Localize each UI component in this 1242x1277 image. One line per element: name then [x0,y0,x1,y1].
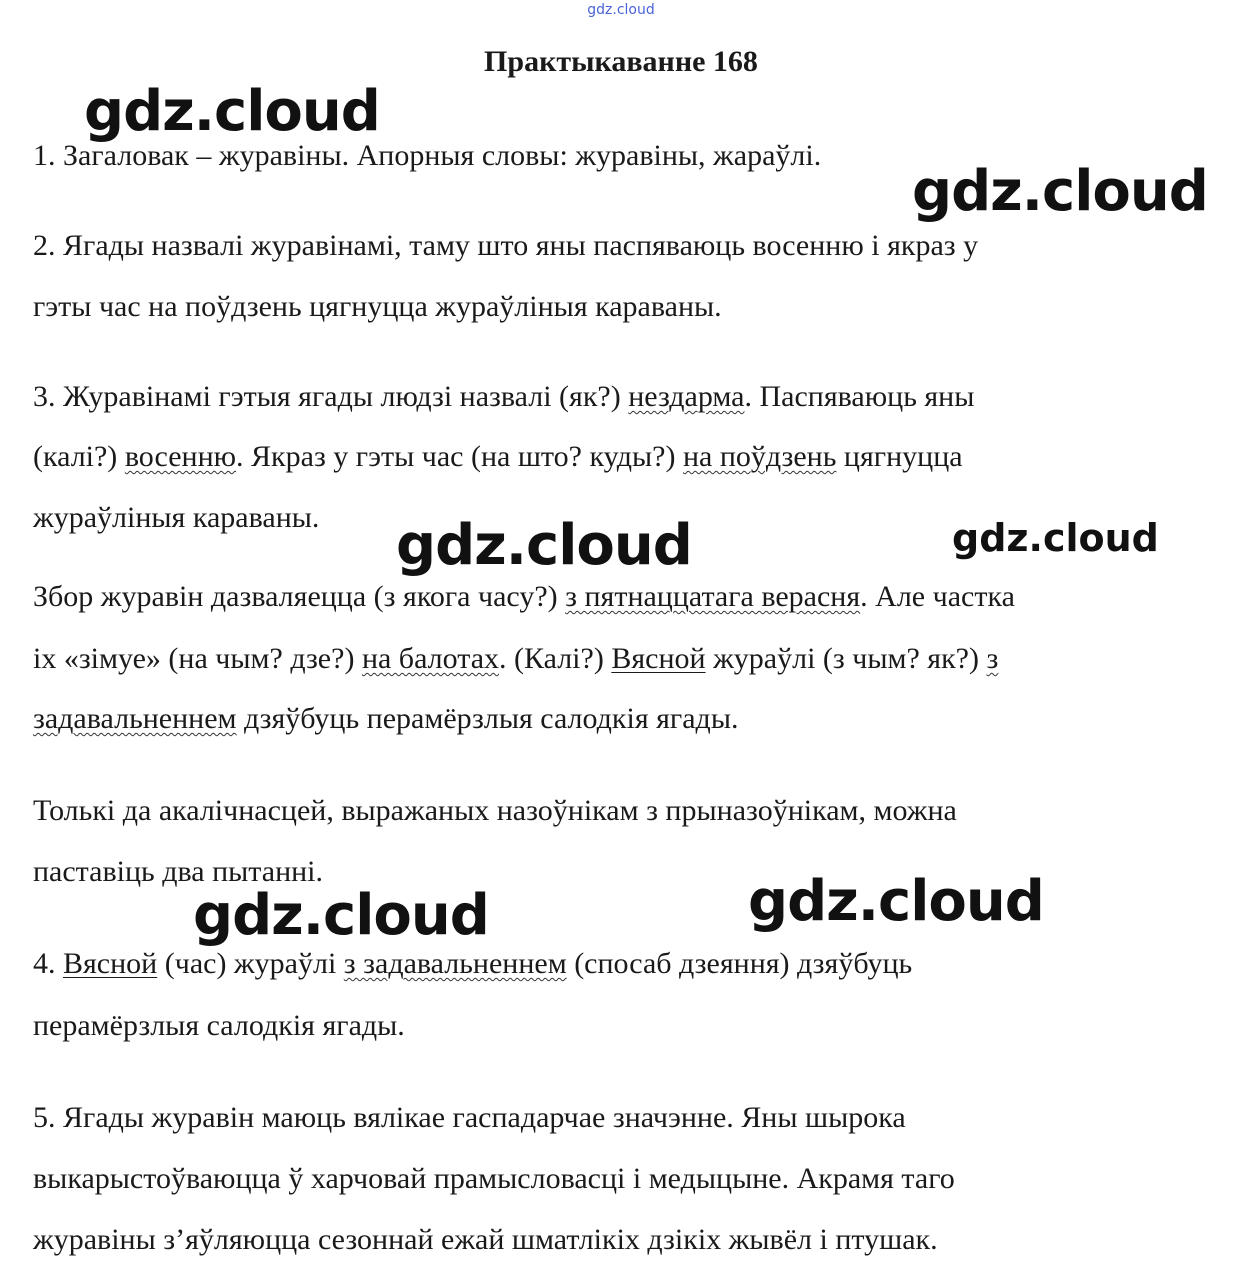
text-segment: цягнуцца [836,440,963,473]
answer-4-line-2: перамёрзлыя салодкія ягады. [33,1009,405,1042]
answer-5-line-2: выкарыстоўваюцца ў харчовай прамысловасці і медыцыне. Акрамя таго [33,1162,955,1195]
answer-3-line-6 [33,702,738,736]
watermark: gdz.cloud [952,516,1159,560]
text-segment: (калі?) [33,440,125,473]
text-segment: . Якраз у гэты час (на што? куды?) [236,440,683,473]
text-segment: жураўлі (з чым? як?) [705,642,987,675]
adverbial-underlined: Вясной [63,947,158,980]
text-segment: іх «зімуе» (на чым? дзе?) [33,642,362,675]
text-segment: Збор журавін дазваляецца (з якога часу?) [33,580,566,613]
page-title: Практыкаванне 168 [484,45,758,78]
text-segment: 3. Журавінамі гэтыя ягады людзі назвалі (як?) [33,380,629,413]
watermark: gdz.cloud [748,869,1044,934]
answer-5-line-1: 5. Ягады журавін маюць вялікае гаспадарчае значэнне. Яны шырока [33,1101,906,1134]
answer-2-line-1: 2. Ягады назвалі журавінамі, таму што яны паспяваюць восенню і якраз у [33,229,979,262]
answer-3-line-1 [33,380,974,414]
answer-3-line-3: жураўліныя караваны. [33,501,320,534]
text-segment: дзяўбуць перамёрзлыя салодкія ягады. [236,702,739,735]
adverbial-underlined: з пятнаццатага верасня [565,580,861,613]
answer-3-line-5 [33,642,998,676]
watermark: gdz.cloud [193,883,489,948]
watermark: gdz.cloud [84,79,380,144]
text-segment: (час) жураўлі [157,947,344,980]
adverbial-underlined: восенню [124,440,237,473]
answer-2-line-2: гэты час на поўдзень цягнуцца жураўліныя караваны. [33,290,722,323]
note-line-1: Толькі да акалічнасцей, выражаных назоўнікам з прыназоўнікам, можна [33,794,957,827]
note-line-2: паставіць два пытанні. [33,855,324,888]
text-segment: . Але частка [860,580,1015,613]
answer-3-line-4 [33,580,1015,614]
adverbial-underlined: Вясной [611,642,706,675]
answer-4-line-1 [33,947,912,981]
text-segment: . (Калі?) [499,642,612,675]
watermark: gdz.cloud [912,159,1208,224]
adverbial-underlined: на поўдзень [682,440,837,473]
adverbial-underlined: задавальненнем [33,702,237,735]
answer-5-line-3: журавіны з’яўляюцца сезоннай ежай шматлікіх дзікіх жывёл і птушак. [33,1223,938,1256]
answer-1: 1. Загаловак – журавіны. Апорныя словы: журавіны, жараўлі. [33,139,822,172]
answer-3-line-2 [33,440,963,474]
text-segment: (спосаб дзеяння) дзяўбуць [566,947,913,980]
adverbial-underlined: на балотах [361,642,500,675]
text-segment: . Паспяваюць яны [744,380,975,413]
adverbial-underlined: нездарма [628,380,745,413]
watermark: gdz.cloud [396,513,692,578]
site-mark[interactable]: gdz.cloud [587,2,655,18]
adverbial-underlined: з [986,642,999,675]
text-segment: 4. [33,947,63,980]
adverbial-underlined: з задавальненнем [343,947,567,980]
